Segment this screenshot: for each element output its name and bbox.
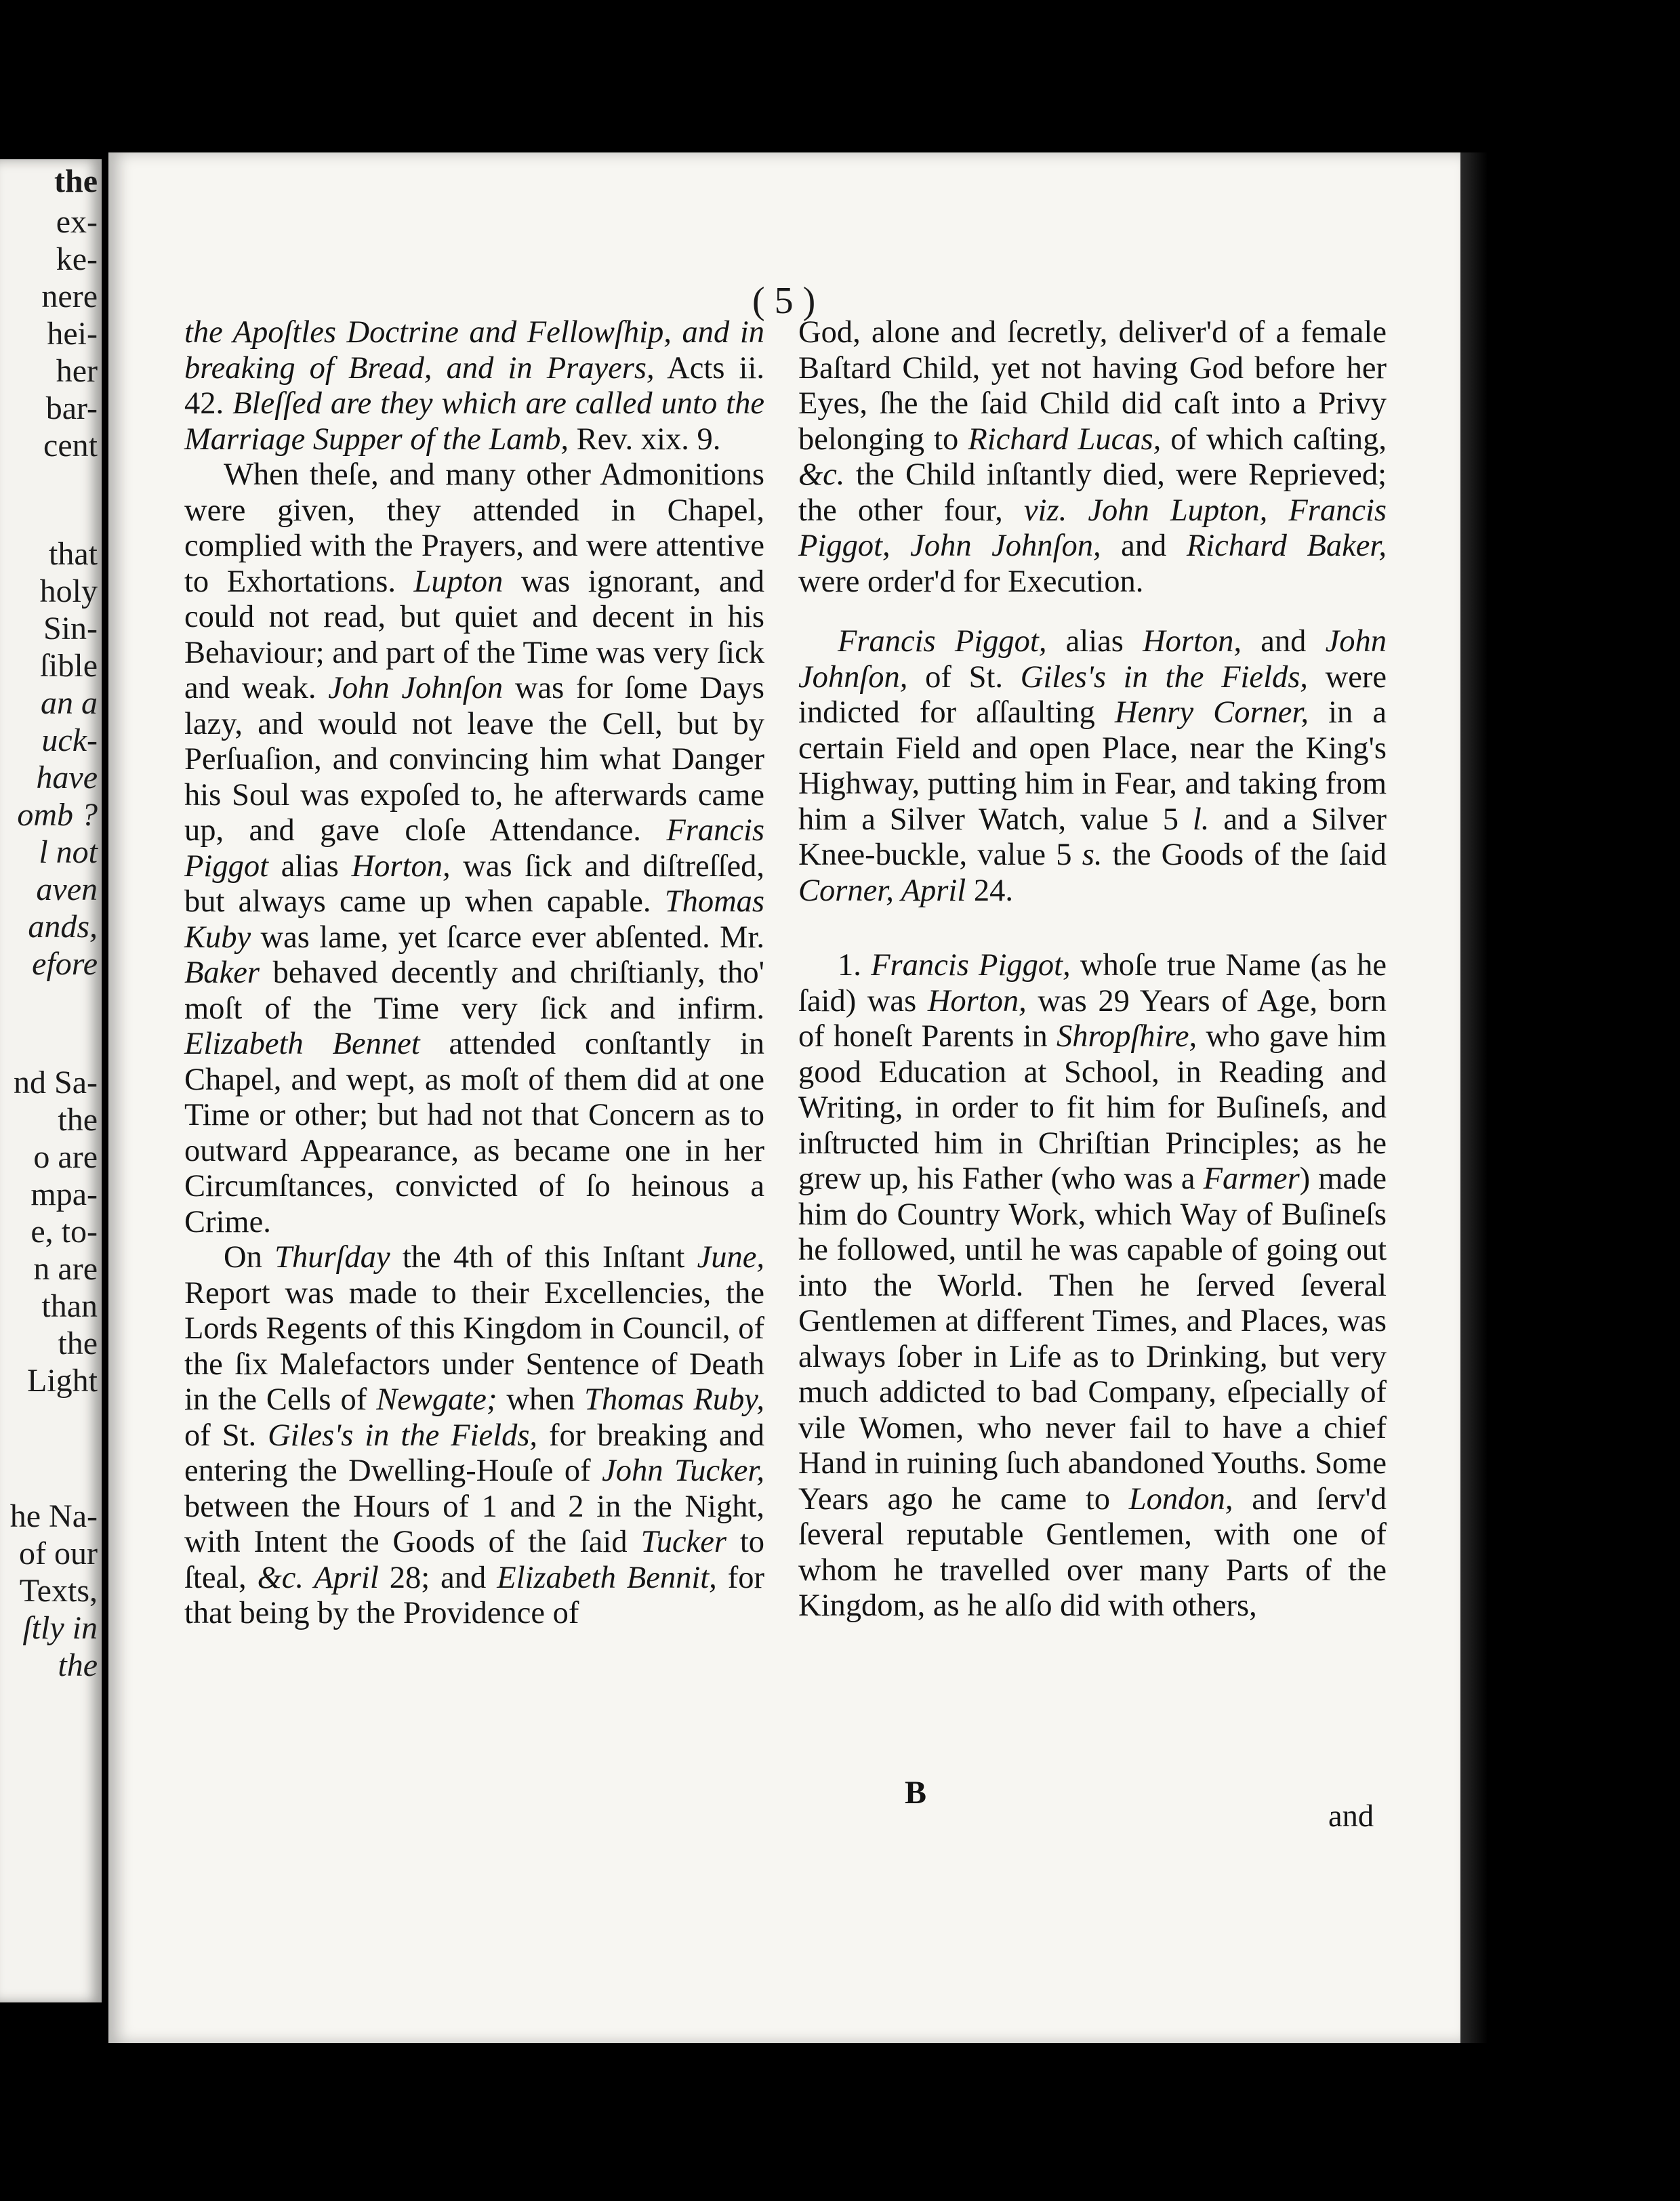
italic-text-run: London, bbox=[1128, 1481, 1233, 1517]
left-page-line-fragment: the bbox=[58, 1647, 98, 1683]
text-run: for breaking and entering the Dwelling-Houſe of bbox=[184, 1418, 765, 1488]
signature-mark: B bbox=[905, 1775, 927, 1811]
text-run: in a certain Field and open Place, near the King's Highway, putting him in Fear, and taking from him a Silver Watch, value 5 bbox=[798, 695, 1387, 837]
italic-text-run: viz. John Lupton, Francis Piggot, John Johnſon, bbox=[798, 493, 1387, 563]
catchword: and bbox=[1328, 1799, 1374, 1834]
text-run: attended conſtantly in Chapel, and wept, as moſt of them did at one Time or other; but had not that Concern as to outward Appearance, as became one in her Circumſtances, convicted of ſo heinous a Crime. bbox=[184, 1027, 764, 1239]
left-page-line-fragment: aven bbox=[36, 871, 98, 907]
paragraph-scripture-citation bbox=[184, 315, 764, 457]
left-page-line-fragment: nere bbox=[41, 279, 98, 314]
left-page-line-fragment: mpa- bbox=[30, 1176, 98, 1212]
text-run: was for ſome Days lazy, and would not leave the Cell, but by Perſuaſion, and convincing him what Danger his Soul was expoſed to, he afterwards came up, and gave cloſe Attendance. bbox=[184, 671, 764, 848]
text-run: behaved decently and chriſtianly, tho' moſt of the Time very ſick and infirm. bbox=[184, 955, 764, 1026]
left-page-line-fragment: an a bbox=[41, 685, 98, 721]
text-run: ) made him do Country Work, which Way of Buſineſs he followed, until he was capable of going out into the World. Then he ſerved ſeveral Gentlemen at different Times, and Places, was always ſober in Life as to Drinking, but very much addicted to bad Company, eſpecially of vile Women, who never fail to have a chief Hand in ruining ſuch abandoned Youths. Some Years ago he came to bbox=[798, 1161, 1387, 1517]
left-page-line-fragment: the bbox=[58, 1325, 98, 1361]
italic-text-run: Shropſhire, bbox=[1056, 1019, 1197, 1054]
left-page-line-fragment: the bbox=[58, 1102, 98, 1138]
text-run: was 29 Years of Age, born of honeſt Parents in bbox=[798, 983, 1387, 1054]
text-run: 28; and bbox=[378, 1560, 497, 1595]
left-page-line-fragment: the bbox=[54, 163, 98, 199]
italic-text-run: Francis Piggot bbox=[184, 813, 764, 884]
left-page-line-fragment: ſible bbox=[39, 648, 98, 684]
text-run: On bbox=[224, 1240, 275, 1275]
left-page-line-fragment: hei- bbox=[47, 316, 98, 352]
text-run: Rev. xix. 9. bbox=[569, 421, 721, 457]
text-run: between the Hours of 1 and 2 in the Night, with Intent the Goods of the ſaid bbox=[184, 1489, 764, 1559]
text-run: and a Silver Knee-buckle, value 5 bbox=[798, 802, 1387, 872]
left-text-column bbox=[184, 315, 764, 1632]
text-run: When theſe, and many other Admonitions were given, they attended in Chapel, complied with the Prayers, and were attentive to Exhortations. bbox=[184, 457, 764, 599]
text-run: the Child inſtantly died, were Reprieved; the other four, bbox=[798, 457, 1387, 528]
italic-text-run: Giles's in the Fields, bbox=[268, 1418, 538, 1453]
italic-text-run: Farmer bbox=[1203, 1161, 1300, 1196]
left-page-line-fragment: uck- bbox=[41, 722, 98, 758]
text-run: were indicted for aſſaulting bbox=[798, 659, 1387, 730]
left-page-line-fragment: he Na- bbox=[9, 1498, 98, 1534]
italic-text-run: Horton, bbox=[351, 848, 451, 884]
left-page-line-fragment: bar- bbox=[45, 390, 98, 426]
paragraph-prisoners-behaviour bbox=[184, 457, 764, 1240]
left-page-line-fragment: Sin- bbox=[43, 611, 98, 646]
italic-text-run: John Johnſon bbox=[328, 671, 504, 705]
left-page-line-fragment: o are bbox=[33, 1139, 98, 1175]
text-run: when bbox=[497, 1382, 585, 1417]
italic-text-run: John Tucker, bbox=[602, 1454, 764, 1488]
left-page-line-fragment: than bbox=[41, 1288, 98, 1324]
page-number: ( 5 ) bbox=[752, 280, 816, 322]
left-page-line-fragment: cent bbox=[43, 428, 98, 464]
italic-text-run: Francis Piggot, bbox=[871, 948, 1071, 983]
left-page-line-fragment: efore bbox=[32, 946, 98, 982]
text-run: was ſick and diſtreſſed, but always came up when capable. bbox=[184, 848, 764, 919]
left-page-line-fragment: have bbox=[36, 760, 98, 796]
italic-text-run: l. bbox=[1192, 802, 1210, 837]
text-run: Acts ii. 42. bbox=[184, 350, 764, 421]
paragraph-piggot-indictment bbox=[798, 624, 1387, 909]
italic-text-run: Newgate; bbox=[376, 1382, 497, 1417]
text-run: the 4th of this Inſtant bbox=[390, 1240, 697, 1275]
text-run: was ignorant, and could not read, but quiet and decent in his Behaviour; and part of the Time was very ſick and weak. bbox=[184, 564, 764, 705]
left-page-line-fragment: that bbox=[49, 536, 98, 572]
text-run: and bbox=[1101, 529, 1187, 563]
italic-text-run: Baker bbox=[184, 955, 260, 990]
text-run: of which caſting, bbox=[1161, 421, 1387, 457]
left-page-line-fragment: omb ? bbox=[17, 797, 98, 833]
text-run: 24. bbox=[966, 873, 1013, 908]
right-text-column bbox=[798, 315, 1387, 1624]
text-run: who gave him good Education at School, in Reading and Writing, in order to fit him for Buſineſs, and inſtructed him in Chriſtian Principles; as he grew up, his Father (who was a bbox=[798, 1019, 1387, 1196]
left-page-line-fragment: nd Sa- bbox=[14, 1065, 98, 1100]
paragraph-reprieve-continuation bbox=[798, 315, 1387, 600]
left-page-line-fragment: n are bbox=[33, 1251, 98, 1287]
paragraph-report-to-regents bbox=[184, 1240, 764, 1632]
text-run: was lame, yet ſcarce ever abſented. Mr. bbox=[251, 920, 764, 955]
text-run: whoſe true Name (as he ſaid) was bbox=[798, 948, 1387, 1019]
italic-text-run: Elizabeth Bennit, bbox=[497, 1560, 717, 1595]
text-run: were order'd for Execution. bbox=[798, 564, 1144, 599]
left-page-line-fragment: of our bbox=[19, 1536, 98, 1571]
italic-text-run: June, bbox=[697, 1240, 764, 1275]
italic-text-run: Giles's in the Fields, bbox=[1020, 659, 1308, 695]
italic-text-run: &c. April bbox=[257, 1560, 379, 1595]
italic-text-run: Thomas Kuby bbox=[184, 884, 764, 955]
text-run: alias bbox=[1046, 624, 1143, 659]
italic-text-run: s. bbox=[1082, 838, 1103, 872]
italic-text-run: the Apoſtles Doctrine and Fellowſhip, and in breaking of Bread, and in Prayers, bbox=[184, 315, 764, 386]
text-run: and ſerv'd ſeveral reputable Gentlemen, with one of whom he travelled over many Parts of the Kingdom, as he alſo did with others, bbox=[798, 1481, 1387, 1623]
italic-text-run: Lupton bbox=[413, 564, 504, 599]
text-run: alias bbox=[268, 848, 352, 884]
text-run: of St. bbox=[184, 1418, 268, 1453]
italic-text-run: Richard Baker, bbox=[1186, 529, 1387, 563]
left-page-line-fragment: holy bbox=[39, 573, 98, 609]
page-edge-shadow bbox=[1460, 152, 1488, 2043]
text-run: and bbox=[1242, 624, 1326, 659]
italic-text-run: Tucker bbox=[640, 1525, 726, 1559]
paragraph-piggot-biography bbox=[798, 948, 1387, 1624]
text-run: Report was made to their Excellencies, the Lords Regents of this Kingdom in Council, of the ſix Malefactors under Sentence of Death in the Cells of bbox=[184, 1275, 764, 1417]
left-page-line-fragment: ands, bbox=[28, 909, 98, 945]
text-run: 1. bbox=[838, 948, 872, 983]
italic-text-run: Horton, bbox=[927, 983, 1027, 1019]
left-page-line-fragment: ſtly in bbox=[22, 1610, 98, 1646]
italic-text-run: John Johnſon, bbox=[798, 624, 1387, 695]
italic-text-run: Henry Corner, bbox=[1114, 695, 1309, 730]
left-page-line-fragment: ke- bbox=[56, 241, 98, 277]
text-run: the Goods of the ſaid bbox=[1102, 838, 1387, 872]
italic-text-run: Corner, April bbox=[798, 873, 966, 908]
italic-text-run: Elizabeth Bennet bbox=[184, 1027, 420, 1061]
left-page-line-fragment: Light bbox=[27, 1363, 98, 1399]
text-run: of St. bbox=[907, 659, 1021, 695]
text-run: for that being by the Providence of bbox=[184, 1560, 764, 1630]
left-page-line-fragment: her bbox=[56, 353, 98, 389]
italic-text-run: &c. bbox=[798, 457, 845, 492]
left-page-line-fragment: Texts, bbox=[19, 1573, 98, 1609]
left-page-line-fragment: ex- bbox=[56, 204, 98, 240]
text-run: God, alone and ſecretly, deliver'd of a female Baſtard Child, yet not having God before her Eyes, ſhe the ſaid Child did caſt into a Privy belonging to bbox=[798, 315, 1387, 457]
left-page-line-fragment: l not bbox=[39, 834, 98, 870]
italic-text-run: Francis Piggot, bbox=[838, 624, 1047, 659]
italic-text-run: Thurſday bbox=[274, 1240, 390, 1275]
italic-text-run: Horton, bbox=[1143, 624, 1242, 659]
italic-text-run: Thomas Ruby, bbox=[584, 1382, 764, 1417]
italic-text-run: Richard Lucas, bbox=[968, 421, 1162, 457]
left-page-line-fragment: e, to- bbox=[30, 1214, 98, 1250]
italic-text-run: Bleſſed are they which are called unto the Marriage Supper of the Lamb, bbox=[184, 386, 765, 457]
text-run: to ſteal, bbox=[184, 1525, 764, 1595]
previous-page-fragment bbox=[0, 159, 102, 2002]
